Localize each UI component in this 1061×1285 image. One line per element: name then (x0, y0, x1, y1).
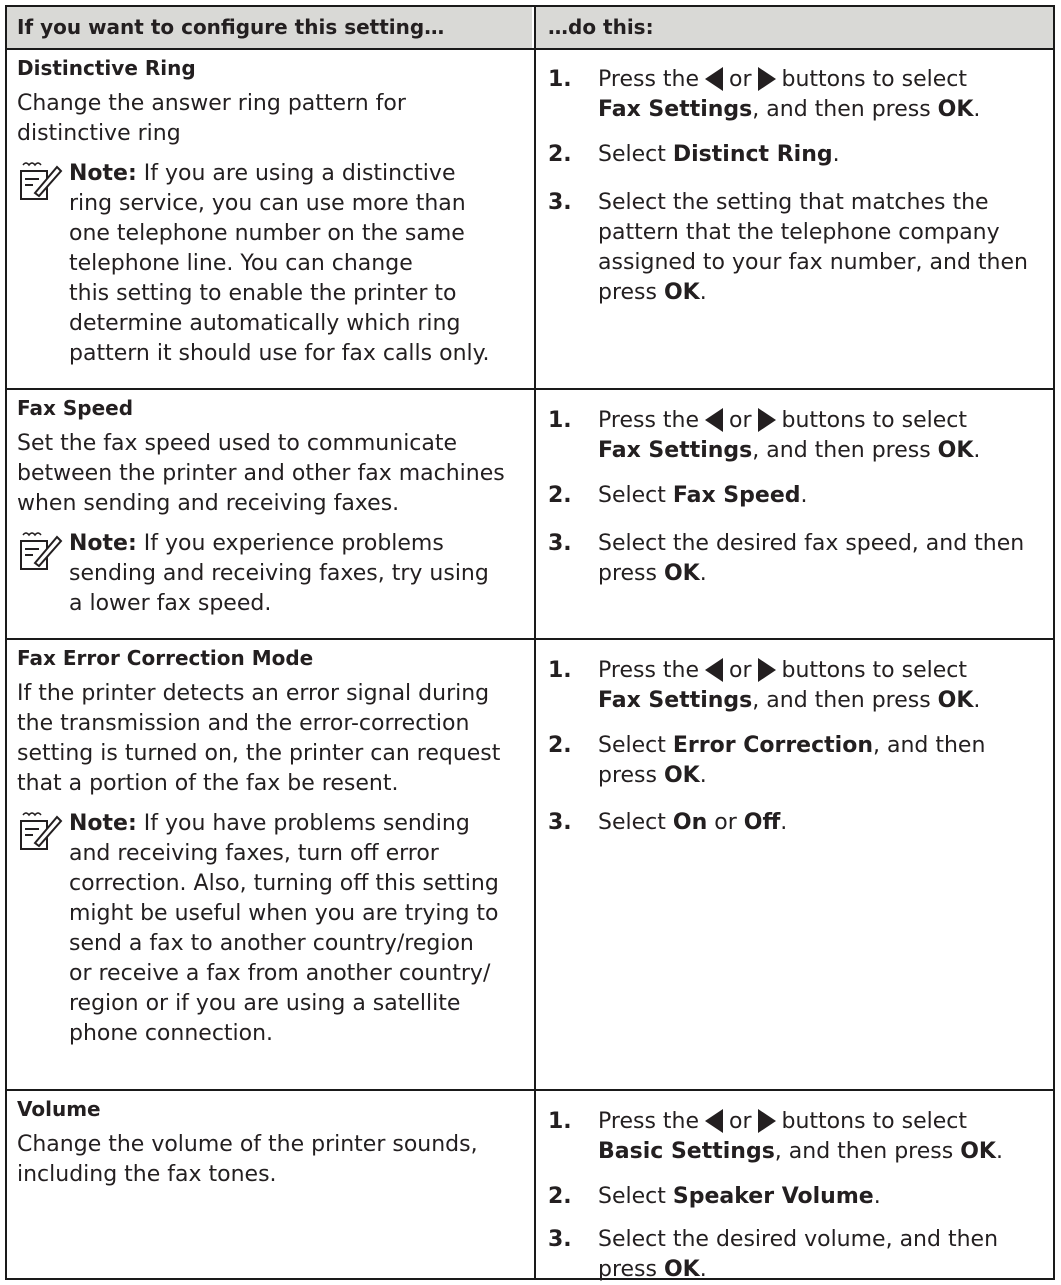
step-number: 2. (548, 142, 572, 167)
note-line: telephone line. You can change (69, 251, 413, 276)
option-name: Off (743, 810, 781, 835)
step-text-part: . (973, 97, 981, 122)
note-line: phone connection. (69, 1021, 274, 1046)
step-text-part: press (598, 561, 664, 586)
desc-line: If the printer detects an error signal during (17, 681, 490, 706)
desc-line: setting is turned on, the printer can request (17, 741, 501, 766)
row-divider (7, 388, 1053, 390)
step-text-part: or (729, 408, 752, 433)
setting-description (17, 679, 527, 799)
note-label: Note: (69, 811, 137, 836)
setting-title: Fax Speed (17, 396, 134, 420)
desc-line: distinctive ring (17, 121, 181, 146)
step-text-part: Select (598, 142, 673, 167)
step-text (598, 731, 1048, 791)
note-label: Note: (69, 161, 137, 186)
step-number: 1. (548, 658, 572, 683)
step-text-part: or (729, 658, 752, 683)
option-name: On (672, 810, 708, 835)
setting-description (17, 429, 527, 519)
header-cell-setting (7, 7, 532, 48)
step-text-part: , and then press (752, 688, 938, 713)
step-text-part: . (973, 438, 981, 463)
step-number: 2. (548, 733, 572, 758)
menu-name: Distinct Ring (672, 142, 833, 167)
step-number: 3. (548, 190, 572, 215)
setting-title: Fax Error Correction Mode (17, 646, 314, 670)
step-text-part: buttons to select (781, 1109, 967, 1134)
step-text (598, 529, 1048, 589)
step-text (598, 406, 1048, 466)
note-line: If you experience problems (136, 531, 444, 556)
row-volume-steps (548, 1107, 1053, 1282)
step-text-part: . (699, 763, 707, 788)
menu-name: Error Correction (672, 733, 873, 758)
step-text-part: Select (598, 483, 673, 508)
row-distinctive-ring-steps (548, 65, 1053, 365)
step-text (598, 808, 1048, 838)
setting-title: Volume (17, 1097, 101, 1121)
step-text-part: , and then press (752, 438, 938, 463)
step-text-part: Select (598, 733, 673, 758)
step-text (598, 656, 1048, 716)
note-line: correction. Also, turning off this setting (69, 871, 499, 896)
step-text-part: . (780, 810, 788, 835)
note-line: send a fax to another country/region (69, 931, 474, 956)
header-setting-label: If you want to configure this setting… (17, 15, 445, 39)
row-error-correction-left (17, 645, 527, 1049)
note-block (17, 529, 527, 619)
note-line: might be useful when you are trying to (69, 901, 499, 926)
settings-table (5, 5, 1055, 1280)
desc-line: including the fax tones. (17, 1162, 277, 1187)
step-text-part: . (873, 1184, 881, 1209)
button-name: OK (960, 1139, 996, 1164)
step-text-part: buttons to select (781, 67, 967, 92)
step-text-part: Press the (598, 1109, 699, 1134)
left-arrow-icon (705, 658, 723, 682)
note-line: If you have problems sending (136, 811, 470, 836)
step-text-part: press (598, 280, 664, 305)
menu-name: Fax Settings (598, 688, 753, 713)
step-text-part: Select the desired volume, and then (598, 1227, 999, 1252)
left-arrow-icon (705, 1109, 723, 1133)
step-text (598, 1182, 1048, 1212)
step-number: 1. (548, 67, 572, 92)
desc-line: Set the fax speed used to communicate (17, 431, 458, 456)
step-text-part: . (800, 483, 808, 508)
setting-description (17, 89, 527, 149)
row-fax-speed-steps (548, 406, 1053, 626)
button-name: OK (663, 1257, 700, 1282)
note-line: ring service, you can use more than (69, 191, 466, 216)
row-volume-left (17, 1096, 527, 1190)
step-text-part: Press the (598, 658, 699, 683)
step-text-part: Press the (598, 67, 699, 92)
menu-name: Fax Speed (672, 483, 801, 508)
note-block (17, 809, 527, 1049)
step-text-part: buttons to select (781, 408, 967, 433)
step-text-part: . (699, 280, 707, 305)
step-text (598, 65, 1048, 125)
right-arrow-icon (758, 408, 776, 432)
setting-description (17, 1130, 527, 1190)
step-text (598, 1225, 1048, 1285)
note-line: sending and receiving faxes, try using (69, 561, 489, 586)
note-pencil-icon (17, 531, 63, 580)
menu-name: Fax Settings (598, 97, 753, 122)
button-name: OK (937, 438, 974, 463)
step-text-part: or (729, 1109, 752, 1134)
step-text-part: Press the (598, 408, 699, 433)
step-text-part: . (699, 561, 707, 586)
step-number: 3. (548, 1227, 572, 1252)
step-text-part: Select (598, 1184, 673, 1209)
note-line: and receiving faxes, turn off error (69, 841, 439, 866)
step-number: 2. (548, 1184, 572, 1209)
step-text (598, 1107, 1048, 1167)
step-number: 1. (548, 1109, 572, 1134)
row-fax-speed-left (17, 395, 527, 619)
step-number: 3. (548, 810, 572, 835)
column-divider (534, 7, 536, 1278)
step-text-part: or (707, 810, 744, 835)
note-line: a lower fax speed. (69, 591, 272, 616)
step-text-part: , and then (872, 733, 986, 758)
step-number: 3. (548, 531, 572, 556)
row-distinctive-ring-left (17, 55, 527, 369)
menu-name: Speaker Volume (672, 1184, 874, 1209)
note-line: pattern it should use for fax calls only. (69, 341, 490, 366)
desc-line: the transmission and the error-correction (17, 711, 470, 736)
row-error-correction-steps (548, 656, 1053, 896)
row-divider (7, 48, 1053, 50)
note-line: region or if you are using a satellite (69, 991, 461, 1016)
step-number: 1. (548, 408, 572, 433)
step-text-part: Select the setting that matches the (598, 190, 989, 215)
note-line: or receive a fax from another country/ (69, 961, 491, 986)
note-label: Note: (69, 531, 137, 556)
step-text-part: Select the desired fax speed, and then (598, 531, 1025, 556)
menu-name: Fax Settings (598, 438, 753, 463)
note-block (17, 159, 527, 369)
row-divider (7, 1089, 1053, 1091)
desc-line: that a portion of the fax be resent. (17, 771, 399, 796)
step-text (598, 481, 1048, 511)
header-cell-action (536, 7, 1053, 48)
button-name: OK (663, 561, 700, 586)
step-text-part: . (832, 142, 840, 167)
step-text-part: . (973, 688, 981, 713)
step-text-part: pattern that the telephone company (598, 220, 1000, 245)
right-arrow-icon (758, 67, 776, 91)
step-text-part: . (995, 1139, 1003, 1164)
right-arrow-icon (758, 1109, 776, 1133)
menu-name: Basic Settings (598, 1139, 775, 1164)
step-text-part: buttons to select (781, 658, 967, 683)
button-name: OK (937, 97, 974, 122)
step-text (598, 140, 1048, 170)
right-arrow-icon (758, 658, 776, 682)
button-name: OK (663, 280, 700, 305)
left-arrow-icon (705, 408, 723, 432)
header-action-label: …do this: (548, 15, 654, 39)
setting-title: Distinctive Ring (17, 56, 196, 80)
button-name: OK (937, 688, 974, 713)
step-text-part: or (729, 67, 752, 92)
note-line: If you are using a distinctive (136, 161, 456, 186)
step-text-part: assigned to your fax number, and then (598, 250, 1028, 275)
note-line: determine automatically which ring (69, 311, 461, 336)
note-line: one telephone number on the same (69, 221, 465, 246)
step-text-part: press (598, 1257, 664, 1282)
step-text-part: , and then press (774, 1139, 961, 1164)
desc-line: Change the volume of the printer sounds, (17, 1132, 478, 1157)
left-arrow-icon (705, 67, 723, 91)
step-text-part: . (699, 1257, 707, 1282)
row-divider (7, 638, 1053, 640)
step-text (598, 188, 1048, 308)
desc-line: Change the answer ring pattern for (17, 91, 406, 116)
desc-line: between the printer and other fax machines (17, 461, 505, 486)
note-pencil-icon (17, 811, 63, 860)
note-line: this setting to enable the printer to (69, 281, 457, 306)
note-pencil-icon (17, 161, 63, 210)
desc-line: when sending and receiving faxes. (17, 491, 400, 516)
step-text-part: Select (598, 810, 673, 835)
step-text-part: press (598, 763, 664, 788)
step-text-part: , and then press (752, 97, 938, 122)
button-name: OK (663, 763, 700, 788)
step-number: 2. (548, 483, 572, 508)
